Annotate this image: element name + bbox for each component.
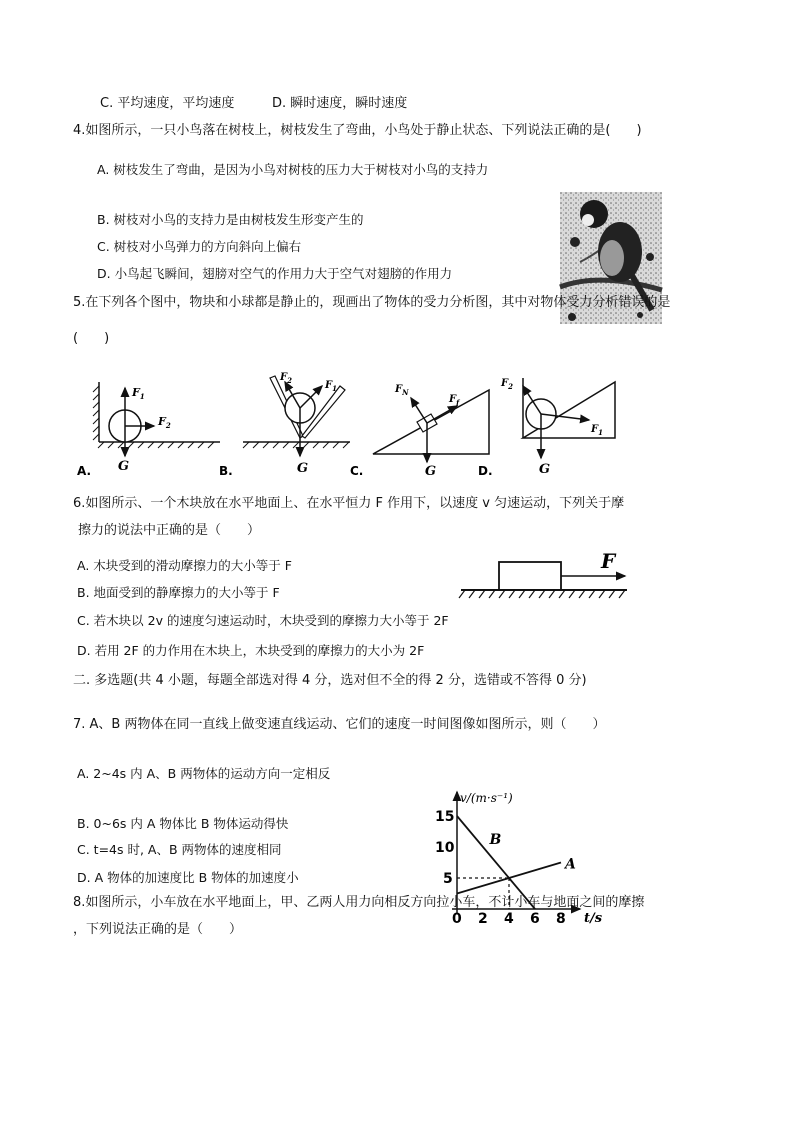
q6-force-label: F xyxy=(601,549,616,573)
q7-option-c: C. t=4s 时, A、B 两物体的速度相同 xyxy=(77,842,282,857)
q6-option-d: D. 若用 2F 的力作用在木块上，木块受到的摩擦力的大小为 2F xyxy=(77,643,425,658)
x-tick-label: 0 xyxy=(452,911,462,927)
svg-text:FN xyxy=(394,384,409,397)
diagram-d-g-label: G xyxy=(539,462,551,477)
diagram-b-option-label: B. xyxy=(219,464,233,478)
q6-block-diagram xyxy=(455,548,635,608)
x-axis-label: t/s xyxy=(584,911,603,926)
series-label-a: A xyxy=(565,856,576,873)
diagram-d-f1-sub: 1 xyxy=(598,428,603,437)
q6-option-a: A. 木块受到的滑动摩擦力的大小等于 F xyxy=(77,558,292,573)
diagram-a-option-label: A. xyxy=(77,464,92,478)
diagram-b-g-label: G xyxy=(297,461,309,476)
q6-option-c: C. 若木块以 2v 的速度匀速运动时，木块受到的摩擦力大小等于 2F xyxy=(77,613,449,628)
diagram-b-f2-sub: 2 xyxy=(287,376,292,385)
q5-diagram-a xyxy=(72,372,232,482)
diagram-d-f2-label: F xyxy=(501,378,509,389)
q5-diagram-c xyxy=(345,372,495,482)
diagram-c-option-label: C. xyxy=(350,464,364,478)
x-tick-label: 4 xyxy=(504,911,514,927)
diagram-d-f1-label: F xyxy=(591,424,599,435)
q4-option-c: C. 树枝对小鸟弹力的方向斜向上偏右 xyxy=(97,239,302,254)
q7-option-d: D. A 物体的加速度比 B 物体的加速度小 xyxy=(77,870,299,885)
diagram-c-ff-label: F xyxy=(449,394,457,405)
y-axis-label: v/(m·s⁻¹) xyxy=(460,791,513,805)
y-tick-label: 5 xyxy=(443,871,453,887)
x-tick-label: 2 xyxy=(478,911,488,927)
q4-option-a: A. 树枝发生了弯曲，是因为小鸟对树枝的压力大于树枝对小鸟的支持力 xyxy=(97,162,489,177)
svg-text:F2 xyxy=(500,378,513,391)
series-label-b: B xyxy=(489,831,502,848)
q4-option-b: B. 树枝对小鸟的支持力是由树枝发生形变产生的 xyxy=(97,212,364,227)
q4-stem: 4.如图所示，一只小鸟落在树枝上，树枝发生了弯曲，小鸟处于静止状态、下列说法正确的是( ) xyxy=(73,123,642,138)
q4-option-d: D. 小鸟起飞瞬间，翅膀对空气的作用力大于空气对翅膀的作用力 xyxy=(97,266,453,281)
q6-option-b: B. 地面受到的静摩擦力的大小等于 F xyxy=(77,585,280,600)
diagram-c-fn-label: F xyxy=(395,384,403,395)
x-tick-label: 8 xyxy=(556,911,566,927)
diagram-b-f2-label: F xyxy=(280,372,288,383)
q7-option-b: B. 0~6s 内 A 物体比 B 物体运动得快 xyxy=(77,816,289,831)
q5-paren: ( ) xyxy=(73,331,110,346)
q7-stem: 7. A、B 两物体在同一直线上做变速直线运动、它们的速度一时间图像如图所示，则（ ） xyxy=(73,717,606,732)
section2-heading: 二. 多选题(共 4 小题，每题全部选对得 4 分，选对但不全的得 2 分，选错或不答得 0 分) xyxy=(73,673,587,688)
diagram-b-f1-label: F xyxy=(325,380,333,391)
q8-stem-line2: ，下列说法正确的是（ ） xyxy=(73,922,243,937)
y-tick-label: 10 xyxy=(435,840,455,856)
svg-text:F1 xyxy=(590,424,603,437)
diagram-c-g-label: G xyxy=(425,464,437,479)
diagram-c-fn-sub: N xyxy=(402,388,409,397)
svg-text:F1 xyxy=(131,386,145,401)
q3-option-c: C. 平均速度，平均速度 xyxy=(100,96,235,111)
diagram-a-g-label: G xyxy=(118,459,130,474)
q6-stem-line2: 擦力的说法中正确的是（ ） xyxy=(78,523,261,538)
diagram-c-ff-sub: f xyxy=(456,398,460,407)
diagram-a-f1-label: F xyxy=(132,386,140,399)
x-tick-label: 6 xyxy=(530,911,540,927)
q5-stem: 5.在下列各个图中，物块和小球都是静止的，现画出了物体的受力分析图，其中对物体受力分析错误的是 xyxy=(73,295,671,310)
diagram-b-f1-sub: 1 xyxy=(332,384,337,393)
q8-stem-line1: 8.如图所示，小车放在水平地面上，甲、乙两人用力向相反方向拉小车，不计小车与地面之间的摩擦 xyxy=(73,895,645,910)
y-tick-label: 15 xyxy=(435,809,455,825)
q3-option-d: D. 瞬时速度，瞬时速度 xyxy=(272,96,408,111)
q6-stem-line1: 6.如图所示、一个木块放在水平地面上、在水平恒力 F 作用下，以速度 v 匀速运动，下列关于摩 xyxy=(73,496,625,511)
diagram-a-f2-label: F xyxy=(158,415,166,428)
q5-diagram-d xyxy=(475,372,625,482)
diagram-d-f2-sub: 2 xyxy=(508,382,513,391)
diagram-a-f1-sub: 1 xyxy=(139,392,145,401)
diagram-d-option-label: D. xyxy=(478,464,493,478)
diagram-a-f2-sub: 2 xyxy=(165,421,171,430)
svg-text:Ff xyxy=(448,394,461,407)
svg-text:F1 xyxy=(324,380,337,393)
svg-text:F2 xyxy=(157,415,171,430)
q5-diagram-b xyxy=(215,366,360,481)
q7-option-a: A. 2~4s 内 A、B 两物体的运动方向一定相反 xyxy=(77,766,331,781)
